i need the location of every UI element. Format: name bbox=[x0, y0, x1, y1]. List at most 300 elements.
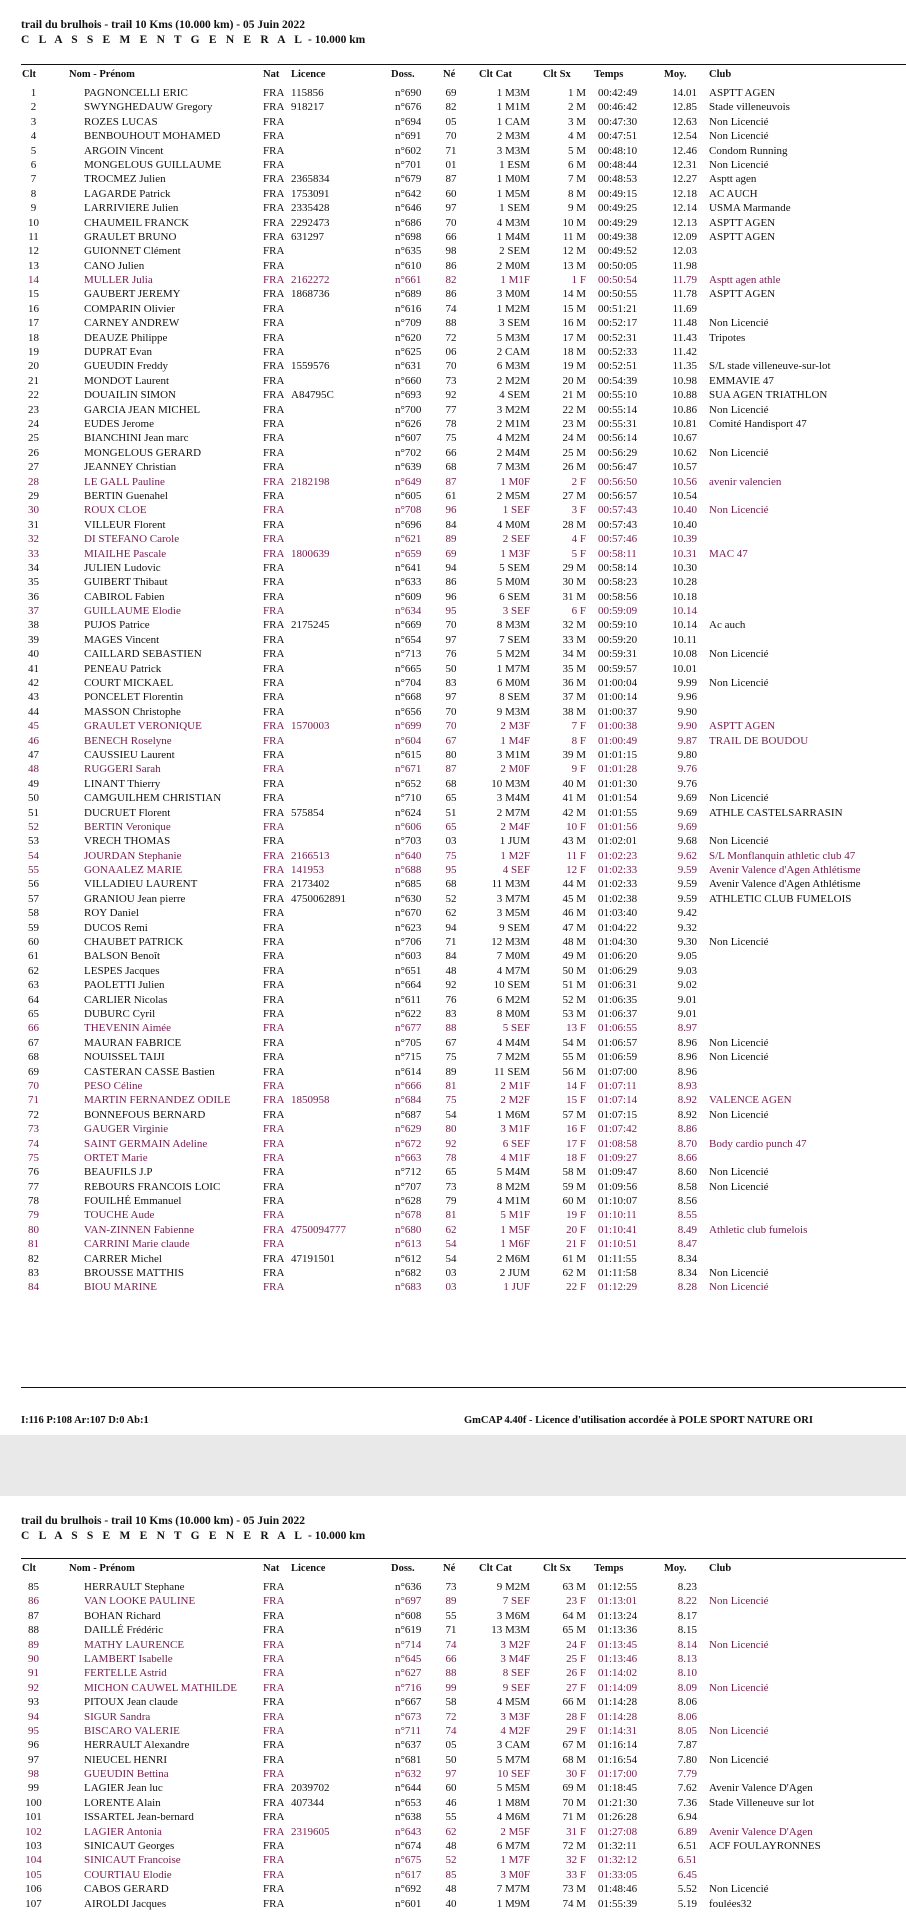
finish-time: 00:59:20 bbox=[598, 633, 638, 646]
club-name: Non Licencié bbox=[709, 1638, 769, 1651]
finish-time: 01:10:07 bbox=[598, 1195, 638, 1208]
rank: 69 bbox=[28, 1065, 39, 1078]
bib-number: n°691 bbox=[395, 130, 422, 143]
rank: 92 bbox=[28, 1681, 39, 1694]
sex-rank: 11 M bbox=[562, 230, 586, 243]
athlete-name: BERTIN Veronique bbox=[84, 820, 171, 833]
finish-time: 01:00:04 bbox=[598, 677, 638, 690]
col-time: Temps bbox=[594, 1563, 624, 1574]
club-name: Non Licencié bbox=[709, 1036, 769, 1049]
category-rank: 8 M0M bbox=[496, 1008, 530, 1020]
average-speed: 12.13 bbox=[672, 216, 697, 229]
nationality: FRA bbox=[263, 820, 285, 833]
finish-time: 01:00:37 bbox=[598, 705, 638, 718]
rank: 72 bbox=[28, 1108, 39, 1121]
athlete-name: CAUSSIEU Laurent bbox=[84, 748, 175, 761]
club-name: avenir valencien bbox=[709, 475, 782, 488]
birth-year: 70 bbox=[445, 360, 457, 373]
nationality: FRA bbox=[263, 360, 285, 373]
rank: 89 bbox=[28, 1638, 39, 1651]
result-row bbox=[0, 849, 906, 863]
result-row bbox=[0, 475, 906, 489]
nationality: FRA bbox=[263, 1681, 285, 1694]
sex-rank: 15 F bbox=[566, 1094, 586, 1107]
club-name: Non Licencié bbox=[709, 677, 769, 690]
rank: 68 bbox=[28, 1051, 39, 1064]
birth-year: 74 bbox=[445, 302, 457, 315]
birth-year: 40 bbox=[445, 1897, 457, 1910]
nationality: FRA bbox=[263, 619, 285, 632]
nationality: FRA bbox=[263, 1897, 285, 1910]
finish-time: 00:55:14 bbox=[598, 403, 638, 416]
result-row bbox=[0, 316, 906, 330]
licence-number: 918217 bbox=[291, 101, 324, 114]
average-speed: 6.51 bbox=[677, 1840, 697, 1853]
bib-number: n°637 bbox=[395, 1739, 422, 1752]
rank: 67 bbox=[28, 1036, 39, 1049]
average-speed: 8.96 bbox=[677, 1036, 697, 1049]
result-row bbox=[0, 259, 906, 273]
result-row bbox=[0, 719, 906, 733]
result-row bbox=[0, 287, 906, 301]
finish-time: 01:10:51 bbox=[598, 1238, 638, 1251]
bib-number: n°682 bbox=[395, 1267, 422, 1280]
bib-number: n°673 bbox=[395, 1710, 422, 1723]
average-speed: 8.06 bbox=[677, 1696, 697, 1709]
bib-number: n°633 bbox=[395, 576, 422, 589]
birth-year: 75 bbox=[445, 1051, 457, 1064]
bib-number: n°675 bbox=[395, 1854, 422, 1867]
result-row bbox=[0, 359, 906, 373]
category-rank: 10 M3M bbox=[491, 777, 530, 790]
bib-number: n°674 bbox=[395, 1840, 422, 1853]
nationality: FRA bbox=[263, 144, 285, 157]
athlete-name: CABOS GERARD bbox=[84, 1883, 169, 1896]
rank: 20 bbox=[28, 360, 39, 373]
athlete-name: BISCARO VALERIE bbox=[84, 1724, 180, 1737]
col-clt: Clt bbox=[22, 69, 36, 80]
athlete-name: CAILLARD SEBASTIEN bbox=[84, 648, 202, 661]
finish-time: 01:06:37 bbox=[598, 1008, 638, 1020]
birth-year: 71 bbox=[445, 144, 457, 157]
nationality: FRA bbox=[263, 849, 285, 862]
sex-rank: 69 M bbox=[562, 1782, 586, 1795]
finish-time: 00:49:15 bbox=[598, 187, 638, 200]
category-rank: 11 SEM bbox=[494, 1065, 530, 1078]
nationality: FRA bbox=[263, 950, 285, 963]
birth-year: 48 bbox=[445, 1883, 457, 1896]
ranking-subtitle bbox=[21, 33, 365, 48]
average-speed: 10.14 bbox=[672, 605, 697, 618]
rank: 107 bbox=[25, 1897, 42, 1910]
bib-number: n°641 bbox=[395, 561, 422, 574]
result-row bbox=[0, 1882, 906, 1896]
bib-number: n°689 bbox=[395, 288, 422, 301]
result-row bbox=[0, 1208, 906, 1222]
birth-year: 89 bbox=[445, 1595, 457, 1608]
nationality: FRA bbox=[263, 576, 285, 589]
licence-number: 4750062891 bbox=[291, 892, 346, 905]
finish-time: 00:50:05 bbox=[598, 259, 638, 272]
birth-year: 54 bbox=[445, 1252, 457, 1265]
athlete-name: GAUBERT JEREMY bbox=[84, 288, 181, 301]
athlete-name: CAMGUILHEM CHRISTIAN bbox=[84, 792, 222, 805]
finish-time: 00:46:42 bbox=[598, 101, 638, 114]
average-speed: 8.13 bbox=[677, 1652, 697, 1665]
sex-rank: 24 F bbox=[566, 1638, 586, 1651]
sex-rank: 71 M bbox=[562, 1811, 586, 1824]
athlete-name: FERTELLE Astrid bbox=[84, 1667, 167, 1680]
bib-number: n°653 bbox=[395, 1796, 422, 1809]
result-row bbox=[0, 791, 906, 805]
bib-number: n°677 bbox=[395, 1022, 422, 1035]
average-speed: 12.31 bbox=[672, 158, 697, 171]
average-speed: 9.80 bbox=[677, 748, 697, 761]
category-rank: 1 M6F bbox=[500, 1238, 530, 1251]
nationality: FRA bbox=[263, 921, 285, 934]
finish-time: 01:06:57 bbox=[598, 1036, 638, 1049]
sex-rank: 45 M bbox=[562, 892, 586, 905]
athlete-name: CARLIER Nicolas bbox=[84, 993, 168, 1006]
result-row bbox=[0, 1738, 906, 1752]
birth-year: 92 bbox=[445, 979, 457, 992]
average-speed: 12.03 bbox=[672, 245, 697, 258]
nationality: FRA bbox=[263, 1209, 285, 1222]
result-row bbox=[0, 1266, 906, 1280]
athlete-name: GRAULET BRUNO bbox=[84, 230, 177, 243]
finish-time: 01:13:01 bbox=[598, 1595, 638, 1608]
rank: 73 bbox=[28, 1123, 39, 1136]
average-speed: 8.09 bbox=[677, 1681, 697, 1694]
licence-number: 1570003 bbox=[291, 720, 330, 733]
average-speed: 9.69 bbox=[677, 820, 697, 833]
finish-time: 01:11:55 bbox=[598, 1252, 637, 1265]
finish-time: 00:51:21 bbox=[598, 302, 638, 315]
rank: 87 bbox=[28, 1609, 39, 1622]
athlete-name: SAINT GERMAIN Adeline bbox=[84, 1137, 208, 1150]
athlete-name: JULIEN Ludovic bbox=[84, 561, 161, 574]
birth-year: 97 bbox=[445, 1768, 457, 1781]
average-speed: 12.09 bbox=[672, 230, 697, 243]
average-speed: 8.17 bbox=[677, 1609, 697, 1622]
bib-number: n°699 bbox=[395, 720, 422, 733]
athlete-name: DOUAILIN SIMON bbox=[84, 389, 176, 402]
rank: 63 bbox=[28, 979, 39, 992]
finish-time: 00:59:10 bbox=[598, 619, 638, 632]
birth-year: 68 bbox=[445, 461, 457, 474]
rank: 70 bbox=[28, 1079, 39, 1092]
finish-time: 00:50:55 bbox=[598, 288, 638, 301]
rank: 25 bbox=[28, 432, 39, 445]
birth-year: 62 bbox=[445, 907, 457, 920]
category-rank: 13 M3M bbox=[491, 1624, 530, 1637]
athlete-name: PONCELET Florentin bbox=[84, 691, 184, 704]
licence-number: 1868736 bbox=[291, 288, 330, 301]
category-rank: 6 SEF bbox=[502, 1137, 530, 1150]
birth-year: 78 bbox=[445, 1151, 457, 1164]
finish-time: 01:14:09 bbox=[598, 1681, 638, 1694]
bib-number: n°611 bbox=[395, 993, 421, 1006]
result-row bbox=[0, 1810, 906, 1824]
nationality: FRA bbox=[263, 288, 285, 301]
rank: 18 bbox=[28, 331, 39, 344]
rank: 50 bbox=[28, 792, 39, 805]
bib-number: n°601 bbox=[395, 1897, 422, 1910]
average-speed: 10.57 bbox=[672, 461, 697, 474]
birth-year: 62 bbox=[445, 1825, 457, 1838]
category-rank: 8 M3M bbox=[496, 619, 530, 632]
birth-year: 76 bbox=[445, 993, 457, 1006]
nationality: FRA bbox=[263, 748, 285, 761]
sex-rank: 31 M bbox=[562, 590, 586, 603]
result-row bbox=[0, 1825, 906, 1839]
rank: 101 bbox=[25, 1811, 42, 1824]
result-row bbox=[0, 1652, 906, 1666]
category-rank: 2 M5M bbox=[496, 489, 530, 502]
sex-rank: 13 F bbox=[566, 1022, 586, 1035]
rank: 8 bbox=[30, 187, 37, 200]
rank: 62 bbox=[28, 964, 39, 977]
category-rank: 2 M0M bbox=[496, 259, 530, 272]
birth-year: 50 bbox=[445, 1753, 457, 1766]
col-licence: Licence bbox=[291, 69, 326, 80]
category-rank: 10 SEM bbox=[493, 979, 530, 992]
birth-year: 74 bbox=[445, 1724, 457, 1737]
bib-number: n°602 bbox=[395, 144, 422, 157]
bib-number: n°665 bbox=[395, 662, 422, 675]
licence-number: A84795C bbox=[291, 389, 334, 402]
rank: 43 bbox=[28, 691, 39, 704]
athlete-name: MONGELOUS GERARD bbox=[84, 446, 202, 459]
result-row bbox=[0, 331, 906, 345]
rank: 83 bbox=[28, 1267, 39, 1280]
results-page-2 bbox=[0, 1496, 906, 1912]
average-speed: 8.86 bbox=[677, 1123, 697, 1136]
sex-rank: 46 M bbox=[562, 907, 586, 920]
category-rank: 3 M6M bbox=[496, 1609, 530, 1622]
sex-rank: 6 M bbox=[567, 158, 586, 171]
finish-time: 01:06:55 bbox=[598, 1022, 638, 1035]
birth-year: 72 bbox=[445, 331, 457, 344]
average-speed: 10.56 bbox=[672, 475, 697, 488]
rank: 74 bbox=[28, 1137, 39, 1150]
nationality: FRA bbox=[263, 763, 285, 776]
sex-rank: 14 F bbox=[566, 1079, 586, 1092]
result-row bbox=[0, 921, 906, 935]
finish-time: 00:57:43 bbox=[598, 518, 638, 531]
sex-rank: 49 M bbox=[562, 950, 586, 963]
athlete-name: BENBOUHOUT MOHAMED bbox=[84, 130, 221, 143]
col-club: Club bbox=[709, 69, 732, 80]
athlete-name: DAILLÉ Frédéric bbox=[84, 1624, 164, 1637]
average-speed: 10.40 bbox=[672, 518, 697, 531]
race-title: trail du brulhois - trail 10 Kms (10.000 km) - 05 Juin 2022 bbox=[21, 19, 306, 31]
finish-time: 01:01:30 bbox=[598, 777, 638, 790]
bib-number: n°612 bbox=[395, 1252, 422, 1265]
bib-number: n°649 bbox=[395, 475, 422, 488]
nationality: FRA bbox=[263, 158, 285, 171]
sex-rank: 5 M bbox=[567, 144, 586, 157]
club-name: Stade villeneuvois bbox=[709, 101, 790, 114]
nationality: FRA bbox=[263, 216, 285, 229]
finish-time: 01:14:28 bbox=[598, 1696, 638, 1709]
nationality: FRA bbox=[263, 518, 285, 531]
bib-number: n°631 bbox=[395, 360, 422, 373]
result-row bbox=[0, 273, 906, 287]
result-row bbox=[0, 1007, 906, 1021]
rank: 45 bbox=[28, 720, 39, 733]
category-rank: 3 M5M bbox=[496, 907, 530, 920]
licence-number: 2292473 bbox=[291, 216, 330, 229]
finish-time: 01:06:59 bbox=[598, 1051, 638, 1064]
average-speed: 8.34 bbox=[677, 1252, 697, 1265]
average-speed: 9.03 bbox=[677, 964, 697, 977]
average-speed: 10.31 bbox=[672, 547, 697, 560]
bib-number: n°710 bbox=[395, 792, 422, 805]
athlete-name: ROUX CLOE bbox=[84, 504, 147, 517]
finish-time: 01:02:01 bbox=[598, 835, 638, 848]
bib-number: n°694 bbox=[395, 115, 422, 128]
nationality: FRA bbox=[263, 864, 285, 877]
sex-rank: 51 M bbox=[562, 979, 586, 992]
rank: 1 bbox=[30, 87, 37, 99]
licence-number: 2039702 bbox=[291, 1782, 330, 1795]
bib-number: n°680 bbox=[395, 1223, 422, 1236]
result-row bbox=[0, 417, 906, 431]
bib-number: n°606 bbox=[395, 820, 422, 833]
athlete-name: VILLEUR Florent bbox=[84, 518, 166, 531]
club-name: ASPTT AGEN bbox=[709, 87, 776, 99]
finish-time: 00:56:57 bbox=[598, 489, 638, 502]
category-rank: 9 SEF bbox=[502, 1681, 530, 1694]
nationality: FRA bbox=[263, 446, 285, 459]
athlete-name: CHAUMEIL FRANCK bbox=[84, 216, 190, 229]
athlete-name: ORTET Marie bbox=[84, 1151, 148, 1164]
result-row bbox=[0, 863, 906, 877]
nationality: FRA bbox=[263, 245, 285, 258]
average-speed: 8.14 bbox=[677, 1638, 697, 1651]
col-sex-rank: Clt Sx bbox=[543, 69, 571, 80]
rank: 58 bbox=[28, 907, 39, 920]
bib-number: n°683 bbox=[395, 1281, 422, 1294]
rank: 95 bbox=[28, 1724, 39, 1737]
ranking-subtitle-distance: - 10.000 km bbox=[305, 34, 366, 46]
sex-rank: 1 M bbox=[567, 87, 586, 99]
rank: 65 bbox=[28, 1008, 39, 1020]
finish-time: 01:01:28 bbox=[598, 763, 638, 776]
birth-year: 61 bbox=[445, 489, 457, 502]
birth-year: 84 bbox=[445, 950, 457, 963]
club-name: Non Licencié bbox=[709, 1595, 769, 1608]
result-row bbox=[0, 1594, 906, 1608]
birth-year: 92 bbox=[445, 1137, 457, 1150]
sex-rank: 67 M bbox=[562, 1739, 586, 1752]
bib-number: n°690 bbox=[395, 87, 422, 99]
birth-year: 46 bbox=[445, 1796, 457, 1809]
sex-rank: 3 F bbox=[571, 504, 586, 517]
rank: 11 bbox=[28, 230, 39, 243]
bib-number: n°614 bbox=[395, 1065, 422, 1078]
average-speed: 10.39 bbox=[672, 533, 697, 546]
average-speed: 9.87 bbox=[677, 734, 697, 747]
athlete-name: GARCIA JEAN MICHEL bbox=[84, 403, 201, 416]
category-rank: 4 M4M bbox=[496, 1036, 530, 1049]
birth-year: 68 bbox=[445, 777, 457, 790]
average-speed: 10.98 bbox=[672, 374, 697, 387]
sex-rank: 12 M bbox=[562, 245, 586, 258]
category-rank: 4 M0M bbox=[496, 518, 530, 531]
athlete-name: COURTIAU Elodie bbox=[84, 1868, 172, 1881]
athlete-name: PAGNONCELLI ERIC bbox=[84, 87, 188, 99]
result-row bbox=[0, 1781, 906, 1795]
average-speed: 11.98 bbox=[672, 259, 697, 272]
nationality: FRA bbox=[263, 1581, 285, 1593]
result-row bbox=[0, 115, 906, 129]
birth-year: 95 bbox=[445, 605, 457, 618]
average-speed: 12.63 bbox=[672, 115, 697, 128]
nationality: FRA bbox=[263, 1710, 285, 1723]
result-row bbox=[0, 762, 906, 776]
nationality: FRA bbox=[263, 605, 285, 618]
club-name: ACF FOULAYRONNES bbox=[709, 1840, 821, 1853]
birth-year: 66 bbox=[445, 230, 457, 243]
bib-number: n°707 bbox=[395, 1180, 422, 1193]
average-speed: 8.15 bbox=[677, 1624, 697, 1637]
category-rank: 1 M1F bbox=[500, 274, 530, 287]
club-name: USMA Marmande bbox=[709, 202, 791, 215]
category-rank: 1 M7F bbox=[500, 1854, 530, 1867]
bib-number: n°630 bbox=[395, 892, 422, 905]
athlete-name: COMPARIN Olivier bbox=[84, 302, 175, 315]
athlete-name: SIGUR Sandra bbox=[84, 1710, 151, 1723]
result-row bbox=[0, 1796, 906, 1810]
athlete-name: JEANNEY Christian bbox=[84, 461, 177, 474]
birth-year: 52 bbox=[445, 892, 457, 905]
nationality: FRA bbox=[263, 1782, 285, 1795]
result-row bbox=[0, 1079, 906, 1093]
bib-number: n°638 bbox=[395, 1811, 422, 1824]
birth-year: 73 bbox=[445, 1180, 457, 1193]
birth-year: 05 bbox=[445, 115, 457, 128]
nationality: FRA bbox=[263, 461, 285, 474]
category-rank: 9 SEM bbox=[499, 921, 530, 934]
finish-time: 00:47:30 bbox=[598, 115, 638, 128]
average-speed: 10.01 bbox=[672, 662, 697, 675]
athlete-name: LAGIER Jean luc bbox=[84, 1782, 163, 1795]
athlete-name: DUCRUET Florent bbox=[84, 806, 171, 819]
average-speed: 8.92 bbox=[677, 1108, 697, 1121]
sex-rank: 70 M bbox=[562, 1796, 586, 1809]
bib-number: n°672 bbox=[395, 1137, 422, 1150]
result-row bbox=[0, 777, 906, 791]
nationality: FRA bbox=[263, 317, 285, 330]
average-speed: 8.47 bbox=[677, 1238, 697, 1251]
birth-year: 86 bbox=[445, 259, 457, 272]
category-rank: 2 CAM bbox=[496, 346, 530, 359]
nationality: FRA bbox=[263, 1195, 285, 1208]
birth-year: 65 bbox=[445, 1166, 457, 1179]
bib-number: n°703 bbox=[395, 835, 422, 848]
average-speed: 14.01 bbox=[672, 87, 697, 99]
nationality: FRA bbox=[263, 835, 285, 848]
birth-year: 73 bbox=[445, 374, 457, 387]
club-name: Tripotes bbox=[709, 331, 746, 344]
nationality: FRA bbox=[263, 993, 285, 1006]
nationality: FRA bbox=[263, 187, 285, 200]
club-name: EMMAVIE 47 bbox=[709, 374, 774, 387]
club-name: ATHLETIC CLUB FUMELOIS bbox=[709, 892, 852, 905]
athlete-name: BROUSSE MATTHIS bbox=[84, 1267, 184, 1280]
